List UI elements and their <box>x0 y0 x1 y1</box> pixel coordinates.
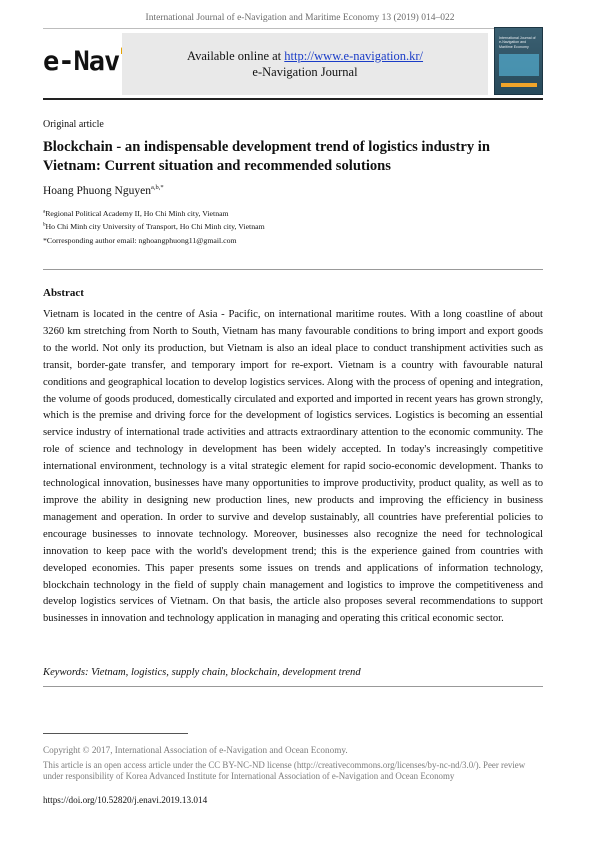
journal-name: e-Navigation Journal <box>252 65 358 79</box>
cover-title: International Journal of e-Navigation and Maritime Economy <box>499 36 536 49</box>
keywords: Keywords: Vietnam, logistics, supply chain, blockchain, development trend <box>43 667 361 678</box>
footnote-rule <box>43 733 188 734</box>
article-title: Blockchain - an indispensable development trend of logistics industry in Vietnam: Current situation and recommended solutions <box>43 139 490 174</box>
author-line <box>43 184 164 197</box>
abstract-body: Vietnam is located in the centre of Asia - Pacific, on international maritime routes. With a long coastline of about 3260 km stretching from North to South, Vietnam has many favourable conditions to bring import and export goods to the world. Not only its production, but Vietnam is also an ideal place to conduct transhipment activities such as transit, border-gate transfer, and temporary import for re-export. Vietnam is a country with favourable natural conditions and geographical location to develop logistics services. Along with the process of opening and integration, the volume of goods produced, domestically circulated and exported and imported in recent years has grown strongly, which is the premise and driving force for the development of logistics services. Logistics is becoming an essential service industry of international trade activities and attracts extraordinary attention to the economic community. The role of science and technology in development has been widely accepted. In today's increasingly competitive international environment, technology is a vital strategic element for rapid socio-economic development. Thanks to technological innovation, businesses have many opportunities to improve productivity, product quality, as well as to improve the ability in designing new production lines, new products and improving the efficiency in business management and operation. In order to survive and develop sustainably, all countries have preferential policies to encourage businesses to innovate technology. Moreover, businesses also recognize the need for technological innovation to keep pace with the world's development trend; this is the experience gained from countries with developed economies. This paper presents some issues on trends and applications of information technology, blockchain technology in the field of supply chain management and logistics to improve the competitiveness and develop logistics services of Vietnam. On that basis, the article also proposes several recommendations to support businesses in innovation and technology application in managing and operating this critical economic sector. <box>43 309 543 625</box>
journal-url-link[interactable]: http://www.e-navigation.kr/ <box>284 49 424 63</box>
logo-text: e-Nav <box>43 46 120 77</box>
affiliation-a <box>43 209 229 218</box>
cover-band <box>501 83 537 87</box>
journal-logo <box>43 46 132 77</box>
header-rule-bottom <box>43 98 543 100</box>
author-name: Hoang Phuong Nguyen <box>43 184 151 197</box>
license-text: This article is an open access article under the CC BY-NC-ND license (http://creativecommons.org/licenses/by-nc-nd/3.0/). Peer review under responsibility of Korea Advanced Institute for International Association of e-Navigation and Ocean Economy <box>43 760 526 782</box>
doi-link[interactable]: https://doi.org/10.52820/j.enavi.2019.13.014 <box>43 795 208 805</box>
corresponding-author: *Corresponding author email: nghoangphuong11@gmail.com <box>43 236 237 245</box>
affiliation-mark: a <box>43 209 46 215</box>
author-marks: a,b,* <box>150 184 164 191</box>
running-head: International Journal of e-Navigation and Maritime Economy 13 (2019) 014–022 <box>145 13 455 23</box>
header-rule-top <box>43 28 543 29</box>
cover-artwork <box>499 54 539 76</box>
article-type: Original article <box>43 119 104 130</box>
available-prefix: Available online at <box>186 49 285 63</box>
journal-cover-image <box>494 27 543 95</box>
section-rule <box>43 269 543 270</box>
affiliation-text: Regional Political Academy II, Ho Chi Minh city, Vietnam <box>45 209 229 218</box>
affiliation-text: Ho Chi Minh city University of Transport, Ho Chi Minh city, Vietnam <box>45 222 265 231</box>
copyright: Copyright © 2017, International Association of e-Navigation and Ocean Economy. <box>43 745 348 755</box>
availability-box <box>122 33 488 95</box>
affiliation-b <box>43 222 265 231</box>
keywords-rule <box>43 686 543 687</box>
available-online-line <box>122 48 488 64</box>
affiliation-mark: b <box>43 222 46 228</box>
abstract-heading: Abstract <box>43 287 84 299</box>
